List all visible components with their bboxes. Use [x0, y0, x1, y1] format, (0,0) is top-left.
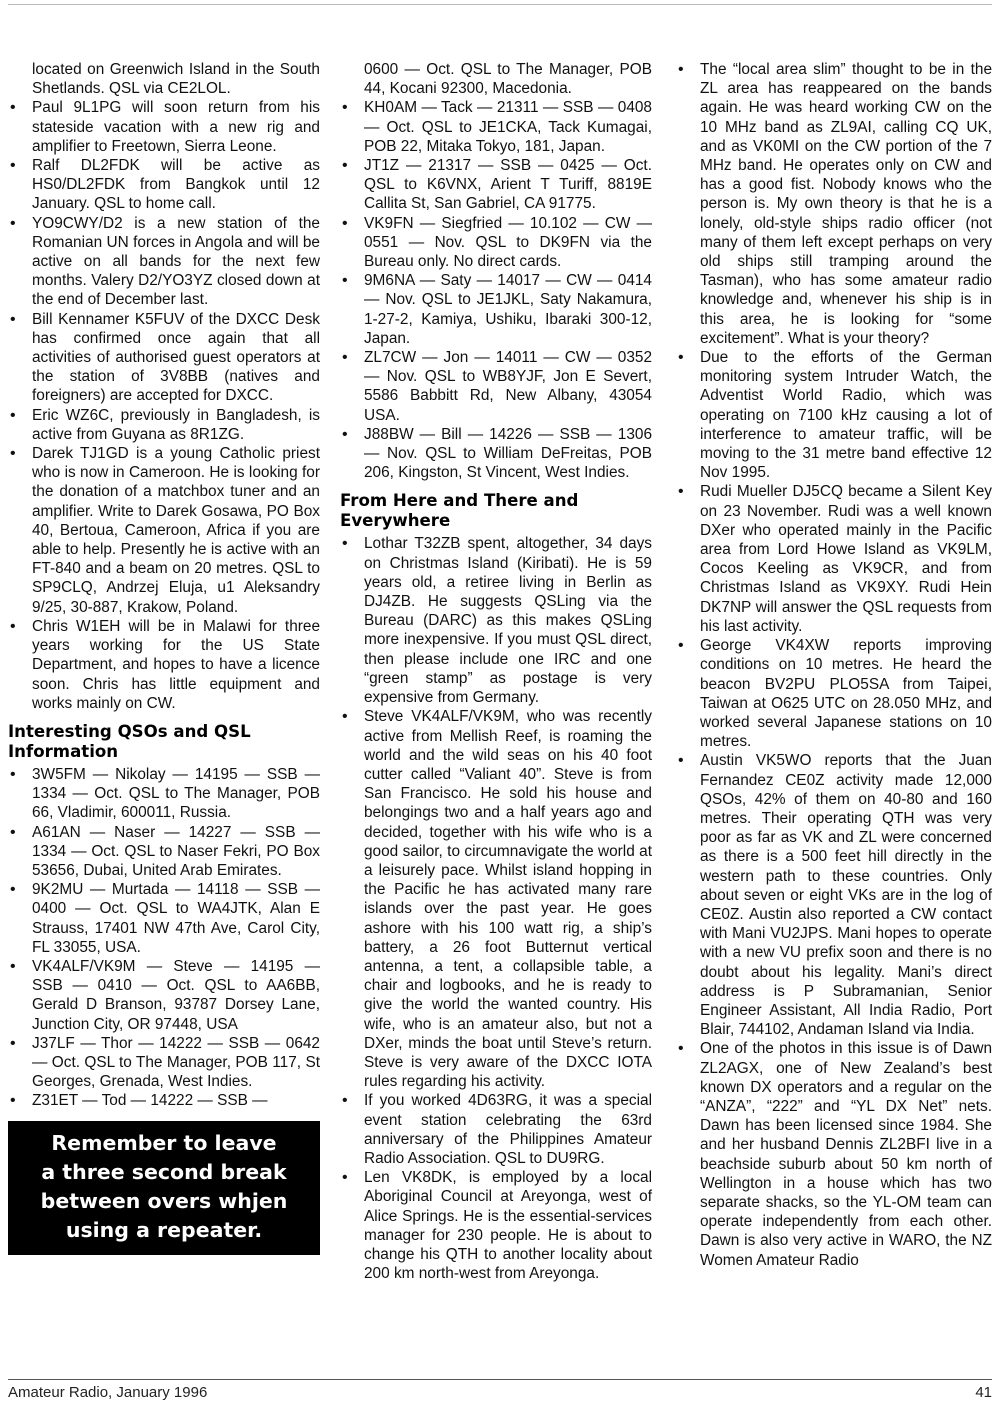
list-item: • JT1Z — 21317 — SSB — 0425 — Oct. QSL to K6VNX, Arient T Turiff, 8819E Callita St, San Gabriel, CA 91775.	[340, 156, 652, 214]
qso-list-continued	[340, 98, 652, 482]
list-item: • Due to the efforts of the German monitoring system Intruder Watch, the Adventist World Radio, which was operating on 7100 kHz causing a lot of interference to amateur traffic, will be moving to the 31 metre band effective 12 Nov 1995.	[676, 348, 992, 482]
news-list	[8, 98, 320, 713]
list-item: • VK9FN — Siegfried — 10.102 — CW — 0551 — Nov. QSL to DK9FN via the Bureau only. No direct cards.	[340, 214, 652, 272]
notice-line: a three second break	[41, 1159, 287, 1184]
section-heading-qso: Interesting QSOs and QSL Information	[8, 721, 251, 761]
list-item: • VK4ALF/VK9M — Steve — 14195 — SSB — 0410 — Oct. QSL to AA6BB, Gerald D Branson, 93787 Dorsey Lane, Junction City, OR 97448, USA	[8, 957, 320, 1034]
list-item: • A61AN — Naser — 14227 — SSB — 1334 — Oct. QSL to Naser Fekri, PO Box 53656, Dubai, United Arab Emirates.	[8, 823, 320, 881]
list-item: • 9M6NA — Saty — 14017 — CW — 0414 — Nov. QSL to JE1JKL, Saty Nakamura, 1-27-2, Kamiya, Ushiku, Ibaraki 300-12, Japan.	[340, 271, 652, 348]
list-item: • J88BW — Bill — 14226 — SSB — 1306 — Nov. QSL to William DeFreitas, POB 206, Kingston, St Vincent, West Indies.	[340, 425, 652, 483]
list-item: • Eric WZ6C, previously in Bangladesh, is active from Guyana as 8R1ZG.	[8, 406, 320, 444]
list-item: • Len VK8DK, is employed by a local Aboriginal Council at Areyonga, west of Alice Springs. He is the essential-services manager for 230 people. He is about to change his QTH to another locality about 200 km north-west from Areyonga.	[340, 1168, 652, 1283]
list-item: • The “local area slim” thought to be in the ZL area has reappeared on the bands again. He was heard working CW on the 10 MHz band as ZL9AI, calling CQ UK, and as VK0MI on the CW portion of the 7 MHz band. He operates only on CW and has a good fist. Nobody knows who the person is. My own theory is that he is a lonely, old-style ships radio officer (not many of them left except perhaps on very old ships still tramping around the Tasman), who has some amateur radio knowledge and, whenever his ship is in this area, he is looking for “some excitement”. What is your theory?	[676, 60, 992, 348]
list-item: • Ralf DL2FDK will be active as HS0/DL2FDK from Bangkok until 12 January. QSL to home call.	[8, 156, 320, 214]
publication-title: Amateur Radio, January 1996	[8, 1384, 208, 1401]
list-item: • Z31ET — Tod — 14222 — SSB —	[8, 1091, 320, 1110]
list-item: • KH0AM — Tack — 21311 — SSB — 0408 — Oct. QSL to JE1CKA, Tack Kumagai, POB 22, Mitaka Tokyo, 181, Japan.	[340, 98, 652, 156]
column-1	[8, 60, 320, 1255]
continued-paragraph: 0600 — Oct. QSL to The Manager, POB 44, Kocani 92300, Macedonia.	[364, 61, 652, 98]
repeater-notice-box	[8, 1121, 320, 1255]
page-number: 41	[975, 1384, 992, 1401]
notice-line: using a repeater.	[65, 1217, 263, 1242]
list-item: • Bill Kennamer K5FUV of the DXCC Desk has confirmed once again that all activities of authorised guest operators at the station of 3V8BB (natives and foreigners) are accepted for DXCC.	[8, 310, 320, 406]
column-2	[340, 60, 652, 1283]
top-rule	[8, 4, 992, 5]
section-heading-here-and-there: From Here and There and Everywhere	[340, 491, 579, 531]
column-3	[676, 60, 992, 1270]
list-item: • Rudi Mueller DJ5CQ became a Silent Key on 23 November. Rudi was a well known DXer who operated mainly in the Pacific area from Lord Howe Island as VK9LM, Cocos Keeling as VK9CR, and from Christmas Island as VK9XY. Rudi Hein DK7NP will answer the QSL requests from his last activity.	[676, 482, 992, 636]
footer-rule	[8, 1379, 992, 1380]
list-item: • One of the photos in this issue is of Dawn ZL2AGX, one of New Zealand’s best known DX operators and a regular on the “ANZA”, “222” and “YL DX Net” nets. Dawn has been licensed since 1984. She and her husband Dennis ZL2BFI live in a beachside suburb about 50 km north of Wellington in a house which has two separate shacks, so the YL-OM team can operate independently from each other. Dawn is also very active in WARO, the NZ Women Amateur Radio	[676, 1039, 992, 1269]
list-item: • J37LF — Thor — 14222 — SSB — 0642 — Oct. QSL to The Manager, POB 117, St Georges, Grenada, West Indies.	[8, 1034, 320, 1092]
list-item: • Steve VK4ALF/VK9M, who was recently active from Mellish Reef, is roaming the world and the wild seas on his 40 foot cutter called “Valiant 40”. Steve is from San Francisco. He sold his house and belongings two and a half years ago and decided, together with his wife who is a good sailor, to circumnavigate the world at a leisurely pace. Whilst island hopping in the Pacific he has activated many rare islands over the past year. He goes ashore with his 100 watt rig, a ship’s battery, a 26 foot Butternut vertical antenna, a tent, a collapsible table, a chair and logbooks, and he is ready to give the world the wanted country. His wife, who is an amateur also, but not a DXer, minds the boat until Steve’s return. Steve is very aware of the DXCC IOTA rules regarding his activity.	[340, 707, 652, 1091]
here-and-there-list	[340, 534, 652, 1283]
list-item: • Chris W1EH will be in Malawi for three years working for the US State Department, and hopes to have a licence soon. Chris has little equipment and works mainly on CW.	[8, 617, 320, 713]
qso-list	[8, 765, 320, 1111]
continued-paragraph: located on Greenwich Island in the South Shetlands. QSL via CE2LOL.	[32, 61, 320, 98]
news-list-continued	[676, 60, 992, 1270]
list-item: • 9K2MU — Murtada — 14118 — SSB — 0400 — Oct. QSL to WA4JTK, Alan E Strauss, 17401 NW 47th Ave, Carol City, FL 33055, USA.	[8, 880, 320, 957]
notice-line: between overs whjen	[40, 1188, 288, 1213]
list-item: • ZL7CW — Jon — 14011 — CW — 0352 — Nov. QSL to WB8YJF, Jon E Severt, 5586 Babbitt Rd, New Albany, 43054 USA.	[340, 348, 652, 425]
list-item: • Darek TJ1GD is a young Catholic priest who is now in Cameroon. He is looking for the donation of a matchbox tuner and an amplifier. Write to Darek Gosawa, PO Box 40, Bertoua, Cameroon, Africa if you are able to help. Presently he is active with an FT-840 and a beam on 20 metres. QSL to SP9CLQ, Andrzej Eluja, u1 Aleksandry 9/25, 30-887, Krakow, Poland.	[8, 444, 320, 617]
list-item: • Lothar T32ZB spent, altogether, 34 days on Christmas Island (Kiribati). He is 59 years old, a retiree living in Berlin as DJ4ZB. He suggests QSLing via the Bureau (DARC) as this makes QSLing more inexpensive. If you must QSL direct, then please include one IRC and one “green stamp” as postage is very expensive from Germany.	[340, 534, 652, 707]
list-item: • 3W5FM — Nikolay — 14195 — SSB — 1334 — Oct. QSL to The Manager, POB 66, Vladimir, 600011, Russia.	[8, 765, 320, 823]
list-item: • Paul 9L1PG will soon return from his stateside vacation with a new rig and amplifier to Freetown, Sierra Leone.	[8, 98, 320, 156]
list-item: • George VK4XW reports improving conditions on 10 metres. He heard the beacon BV2PU PLO5SA from Taipei, Taiwan at O625 UTC on 28.050 MHz, and worked several Japanese stations on 10 metres.	[676, 636, 992, 751]
notice-line: Remember to leave	[51, 1130, 277, 1155]
list-item: • If you worked 4D63RG, it was a special event station celebrating the 63rd anniversary of the Philippines Amateur Radio Association. QSL to DU9RG.	[340, 1091, 652, 1168]
list-item: • Austin VK5WO reports that the Juan Fernandez CE0Z activity made 12,000 QSOs, 42% of them on 40-80 and 160 metres. Their operating QTH was very poor as far as VK and ZL were concerned as there is a 500 feet hill directly in the western path to these countries. Only about seven or eight VKs are in the log of CE0Z. Austin also reported a CW contact with Mani VU2JPS. Mani hopes to operate with a new VU prefix soon and there is no doubt about his legality. Mani’s direct address is P Subramanian, Senior Engineer Assistant, All India Radio, Port Blair, 744102, Andaman Island via India.	[676, 751, 992, 1039]
list-item: • YO9CWY/D2 is a new station of the Romanian UN forces in Angola and will be active on all bands for the next few months. Valery D2/YO3YZ closed down at the end of December last.	[8, 214, 320, 310]
